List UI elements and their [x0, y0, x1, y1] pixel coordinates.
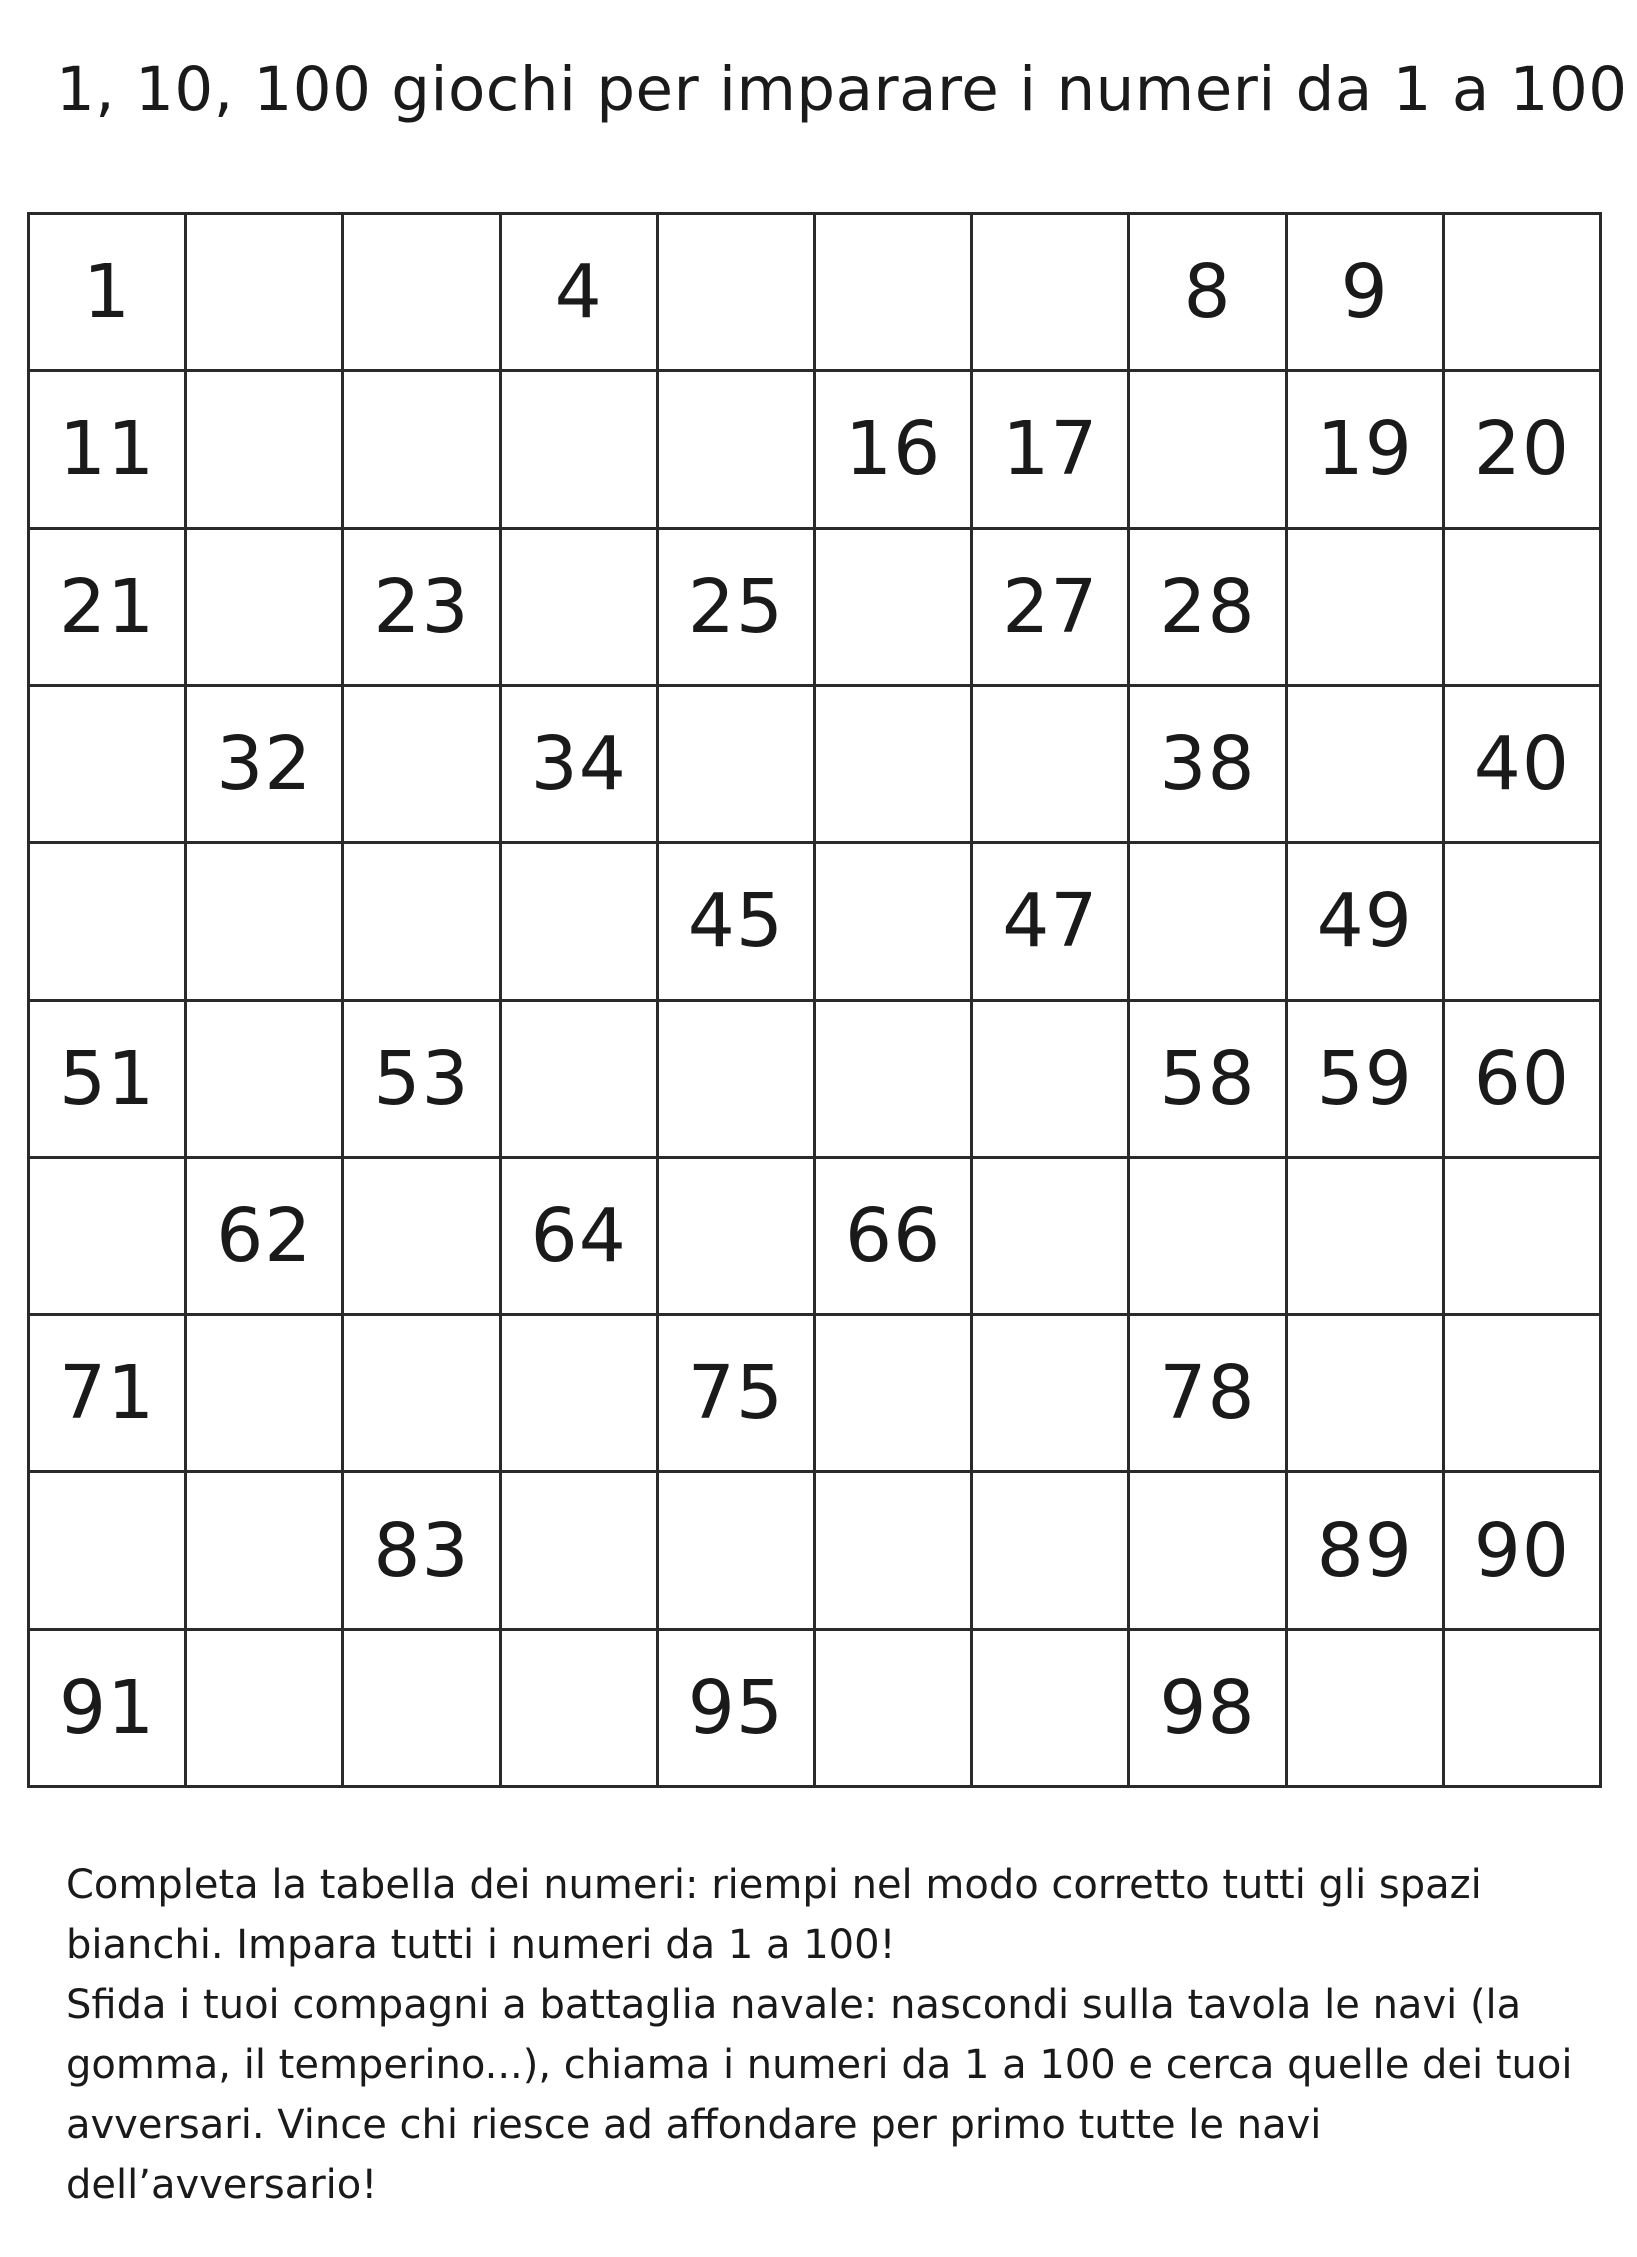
grid-cell-number: 34 [502, 687, 659, 844]
grid-cell-number: 23 [344, 530, 501, 687]
grid-cell-number: 83 [344, 1473, 501, 1630]
instructions-paragraph-2: Sfida i tuoi compagni a battaglia navale: nascondi sulla tavola le navi (la gomma, il temperino...), chiama i numeri da 1 a 100 e cerca quelle dei tuoi avversari. Vince chi riesce ad affondare per primo tutte le navi dell’avversario! [66, 1982, 1573, 2208]
page-title: 1, 10, 100 giochi per imparare i numeri da 1 a 100 [56, 54, 1628, 125]
grid-cell-blank[interactable] [187, 1631, 344, 1788]
grid-cell-number: 1 [30, 215, 187, 372]
grid-cell-number: 45 [659, 844, 816, 1001]
grid-cell-number: 66 [816, 1159, 973, 1316]
grid-cell-blank[interactable] [1445, 1316, 1602, 1473]
grid-cell-number: 20 [1445, 372, 1602, 529]
grid-cell-blank[interactable] [1445, 1631, 1602, 1788]
grid-cell-blank[interactable] [1445, 844, 1602, 1001]
grid-cell-number: 28 [1130, 530, 1287, 687]
grid-cell-blank[interactable] [30, 1159, 187, 1316]
grid-cell-number: 78 [1130, 1316, 1287, 1473]
grid-cell-number: 62 [187, 1159, 344, 1316]
grid-cell-blank[interactable] [502, 530, 659, 687]
grid-cell-number: 25 [659, 530, 816, 687]
grid-cell-blank[interactable] [344, 1316, 501, 1473]
grid-cell-blank[interactable] [187, 1316, 344, 1473]
grid-cell-number: 90 [1445, 1473, 1602, 1630]
grid-cell-number: 98 [1130, 1631, 1287, 1788]
grid-cell-number: 16 [816, 372, 973, 529]
grid-cell-blank[interactable] [816, 1316, 973, 1473]
grid-cell-blank[interactable] [502, 1002, 659, 1159]
grid-cell-blank[interactable] [659, 372, 816, 529]
grid-cell-blank[interactable] [30, 1473, 187, 1630]
grid-cell-blank[interactable] [502, 844, 659, 1001]
grid-cell-number: 19 [1288, 372, 1445, 529]
grid-cell-blank[interactable] [659, 215, 816, 372]
grid-cell-blank[interactable] [973, 1159, 1130, 1316]
grid-cell-blank[interactable] [30, 844, 187, 1001]
grid-cell-number: 59 [1288, 1002, 1445, 1159]
grid-cell-blank[interactable] [816, 530, 973, 687]
number-grid [27, 212, 1602, 1788]
grid-cell-number: 47 [973, 844, 1130, 1001]
grid-cell-blank[interactable] [816, 215, 973, 372]
grid-cell-blank[interactable] [973, 687, 1130, 844]
grid-cell-blank[interactable] [502, 372, 659, 529]
grid-cell-number: 4 [502, 215, 659, 372]
grid-cell-blank[interactable] [973, 1316, 1130, 1473]
grid-cell-blank[interactable] [502, 1316, 659, 1473]
grid-cell-number: 32 [187, 687, 344, 844]
grid-cell-number: 53 [344, 1002, 501, 1159]
grid-cell-blank[interactable] [816, 1473, 973, 1630]
grid-cell-number: 40 [1445, 687, 1602, 844]
grid-cell-blank[interactable] [502, 1473, 659, 1630]
grid-cell-blank[interactable] [187, 1473, 344, 1630]
grid-cell-number: 60 [1445, 1002, 1602, 1159]
grid-cell-blank[interactable] [1445, 215, 1602, 372]
grid-cell-blank[interactable] [344, 844, 501, 1001]
grid-cell-blank[interactable] [1288, 1631, 1445, 1788]
grid-cell-blank[interactable] [187, 1002, 344, 1159]
grid-cell-blank[interactable] [816, 1631, 973, 1788]
grid-cell-blank[interactable] [1445, 530, 1602, 687]
grid-cell-number: 49 [1288, 844, 1445, 1001]
grid-cell-blank[interactable] [187, 372, 344, 529]
grid-cell-blank[interactable] [30, 687, 187, 844]
grid-cell-blank[interactable] [973, 1002, 1130, 1159]
grid-cell-number: 8 [1130, 215, 1287, 372]
grid-cell-blank[interactable] [1288, 1316, 1445, 1473]
grid-cell-number: 91 [30, 1631, 187, 1788]
grid-cell-number: 75 [659, 1316, 816, 1473]
grid-cell-blank[interactable] [973, 1473, 1130, 1630]
grid-cell-number: 71 [30, 1316, 187, 1473]
grid-cell-blank[interactable] [659, 687, 816, 844]
grid-cell-blank[interactable] [973, 1631, 1130, 1788]
grid-cell-blank[interactable] [344, 372, 501, 529]
grid-cell-number: 51 [30, 1002, 187, 1159]
grid-cell-number: 64 [502, 1159, 659, 1316]
grid-cell-blank[interactable] [344, 1631, 501, 1788]
grid-cell-blank[interactable] [1445, 1159, 1602, 1316]
grid-cell-blank[interactable] [659, 1159, 816, 1316]
grid-cell-blank[interactable] [187, 215, 344, 372]
grid-cell-blank[interactable] [1288, 1159, 1445, 1316]
grid-cell-blank[interactable] [1288, 687, 1445, 844]
grid-cell-blank[interactable] [659, 1002, 816, 1159]
grid-cell-blank[interactable] [816, 1002, 973, 1159]
grid-cell-blank[interactable] [344, 1159, 501, 1316]
grid-cell-blank[interactable] [187, 844, 344, 1001]
grid-cell-number: 21 [30, 530, 187, 687]
grid-cell-number: 95 [659, 1631, 816, 1788]
grid-cell-number: 17 [973, 372, 1130, 529]
grid-cell-blank[interactable] [816, 687, 973, 844]
grid-cell-number: 11 [30, 372, 187, 529]
grid-cell-blank[interactable] [1130, 1159, 1287, 1316]
grid-cell-blank[interactable] [344, 687, 501, 844]
grid-cell-number: 38 [1130, 687, 1287, 844]
grid-cell-number: 89 [1288, 1473, 1445, 1630]
grid-cell-blank[interactable] [1130, 1473, 1287, 1630]
grid-cell-number: 9 [1288, 215, 1445, 372]
instructions-paragraph-1: Completa la tabella dei numeri: riempi nel modo corretto tutti gli spazi bianchi. Impara tutti i numeri da 1 a 100! [66, 1862, 1482, 1968]
grid-cell-blank[interactable] [502, 1631, 659, 1788]
instructions [66, 1855, 1606, 2215]
grid-cell-number: 27 [973, 530, 1130, 687]
grid-cell-number: 58 [1130, 1002, 1287, 1159]
grid-cell-blank[interactable] [1130, 844, 1287, 1001]
grid-cell-blank[interactable] [344, 215, 501, 372]
grid-cell-blank[interactable] [973, 215, 1130, 372]
grid-cell-blank[interactable] [187, 530, 344, 687]
grid-cell-blank[interactable] [659, 1473, 816, 1630]
grid-cell-blank[interactable] [1130, 372, 1287, 529]
grid-cell-blank[interactable] [816, 844, 973, 1001]
grid-cell-blank[interactable] [1288, 530, 1445, 687]
